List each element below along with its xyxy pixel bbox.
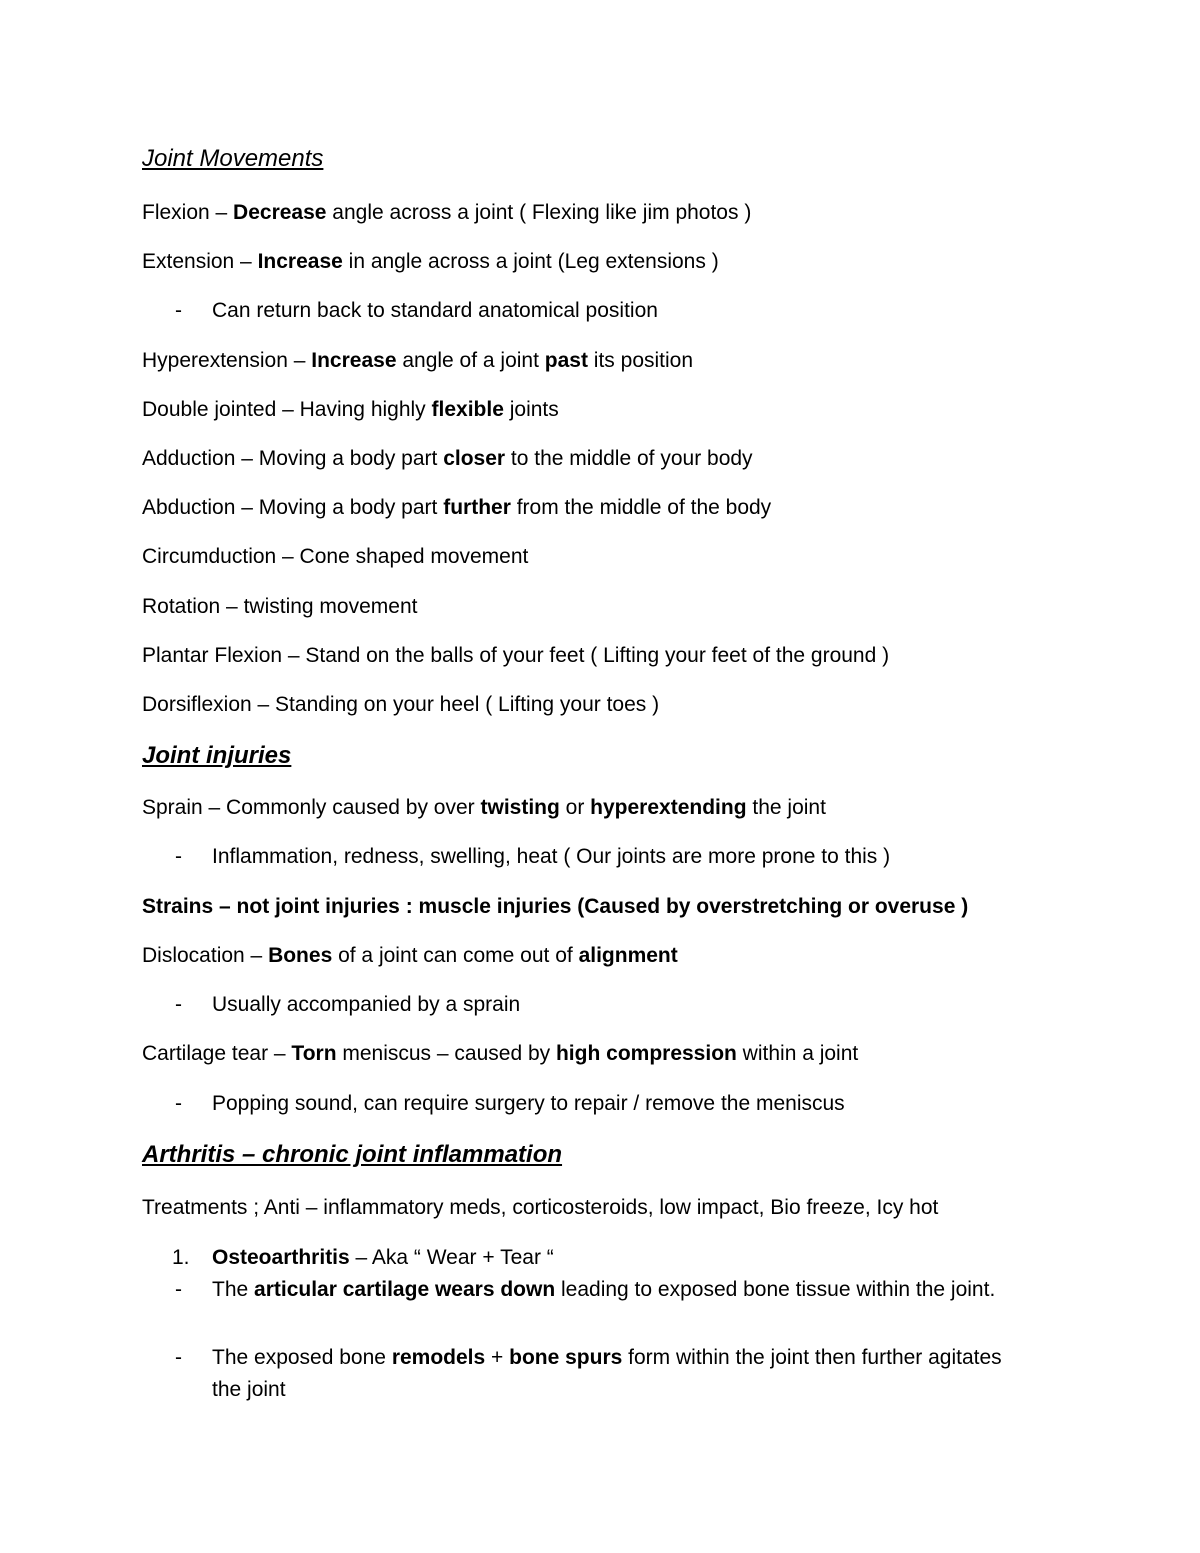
hyperextension-line: Hyperextension – Increase angle of a joint past its position: [142, 349, 694, 372]
bullet-dash: -: [175, 993, 182, 1016]
bullet-dash: -: [175, 1346, 182, 1369]
plantar-flexion-line: Plantar Flexion – Stand on the balls of your feet ( Lifting your feet of the ground ): [142, 644, 890, 667]
dislocation-line: Dislocation – Bones of a joint can come out of alignment: [142, 944, 678, 967]
double-jointed-line: Double jointed – Having highly flexible joints: [142, 398, 559, 421]
osteoarthritis-item: Osteoarthritis – Aka “ Wear + Tear “: [212, 1246, 554, 1269]
dislocation-note: Usually accompanied by a sprain: [212, 993, 521, 1016]
list-number: 1.: [172, 1246, 190, 1269]
osteo-note-1: The articular cartilage wears down leading to exposed bone tissue within the joint.: [212, 1278, 996, 1301]
cartilage-note: Popping sound, can require surgery to repair / remove the meniscus: [212, 1092, 845, 1115]
osteo-note-2: The exposed bone remodels + bone spurs form within the joint then further agitates the joint: [212, 1346, 1002, 1401]
sprain-line: Sprain – Commonly caused by over twisting or hyperextending the joint: [142, 796, 826, 819]
cartilage-tear-line: Cartilage tear – Torn meniscus – caused by high compression within a joint: [142, 1042, 859, 1065]
circumduction-line: Circumduction – Cone shaped movement: [142, 545, 529, 568]
bullet-dash: -: [175, 845, 182, 868]
extension-note: Can return back to standard anatomical position: [212, 299, 658, 322]
bullet-dash: -: [175, 1092, 182, 1115]
flexion-line: Flexion – Decrease angle across a joint ( Flexing like jim photos ): [142, 201, 752, 224]
rotation-line: Rotation – twisting movement: [142, 595, 418, 618]
treatments-line: Treatments ; Anti – inflammatory meds, corticosteroids, low impact, Bio freeze, Icy hot: [142, 1196, 939, 1219]
bullet-dash: -: [175, 1278, 182, 1301]
arthritis-heading: Arthritis – chronic joint inflammation: [142, 1141, 563, 1168]
joint-movements-heading: Joint Movements: [142, 145, 324, 172]
extension-line: Extension – Increase in angle across a joint (Leg extensions ): [142, 250, 719, 273]
joint-injuries-heading: Joint injuries: [142, 742, 292, 769]
bullet-dash: -: [175, 299, 182, 322]
abduction-line: Abduction – Moving a body part further from the middle of the body: [142, 496, 772, 519]
dorsiflexion-line: Dorsiflexion – Standing on your heel ( Lifting your toes ): [142, 693, 660, 716]
strains-line: Strains – not joint injuries : muscle injuries (Caused by overstretching or overuse ): [142, 895, 969, 918]
sprain-note: Inflammation, redness, swelling, heat ( Our joints are more prone to this ): [212, 845, 891, 868]
adduction-line: Adduction – Moving a body part closer to the middle of your body: [142, 447, 753, 470]
